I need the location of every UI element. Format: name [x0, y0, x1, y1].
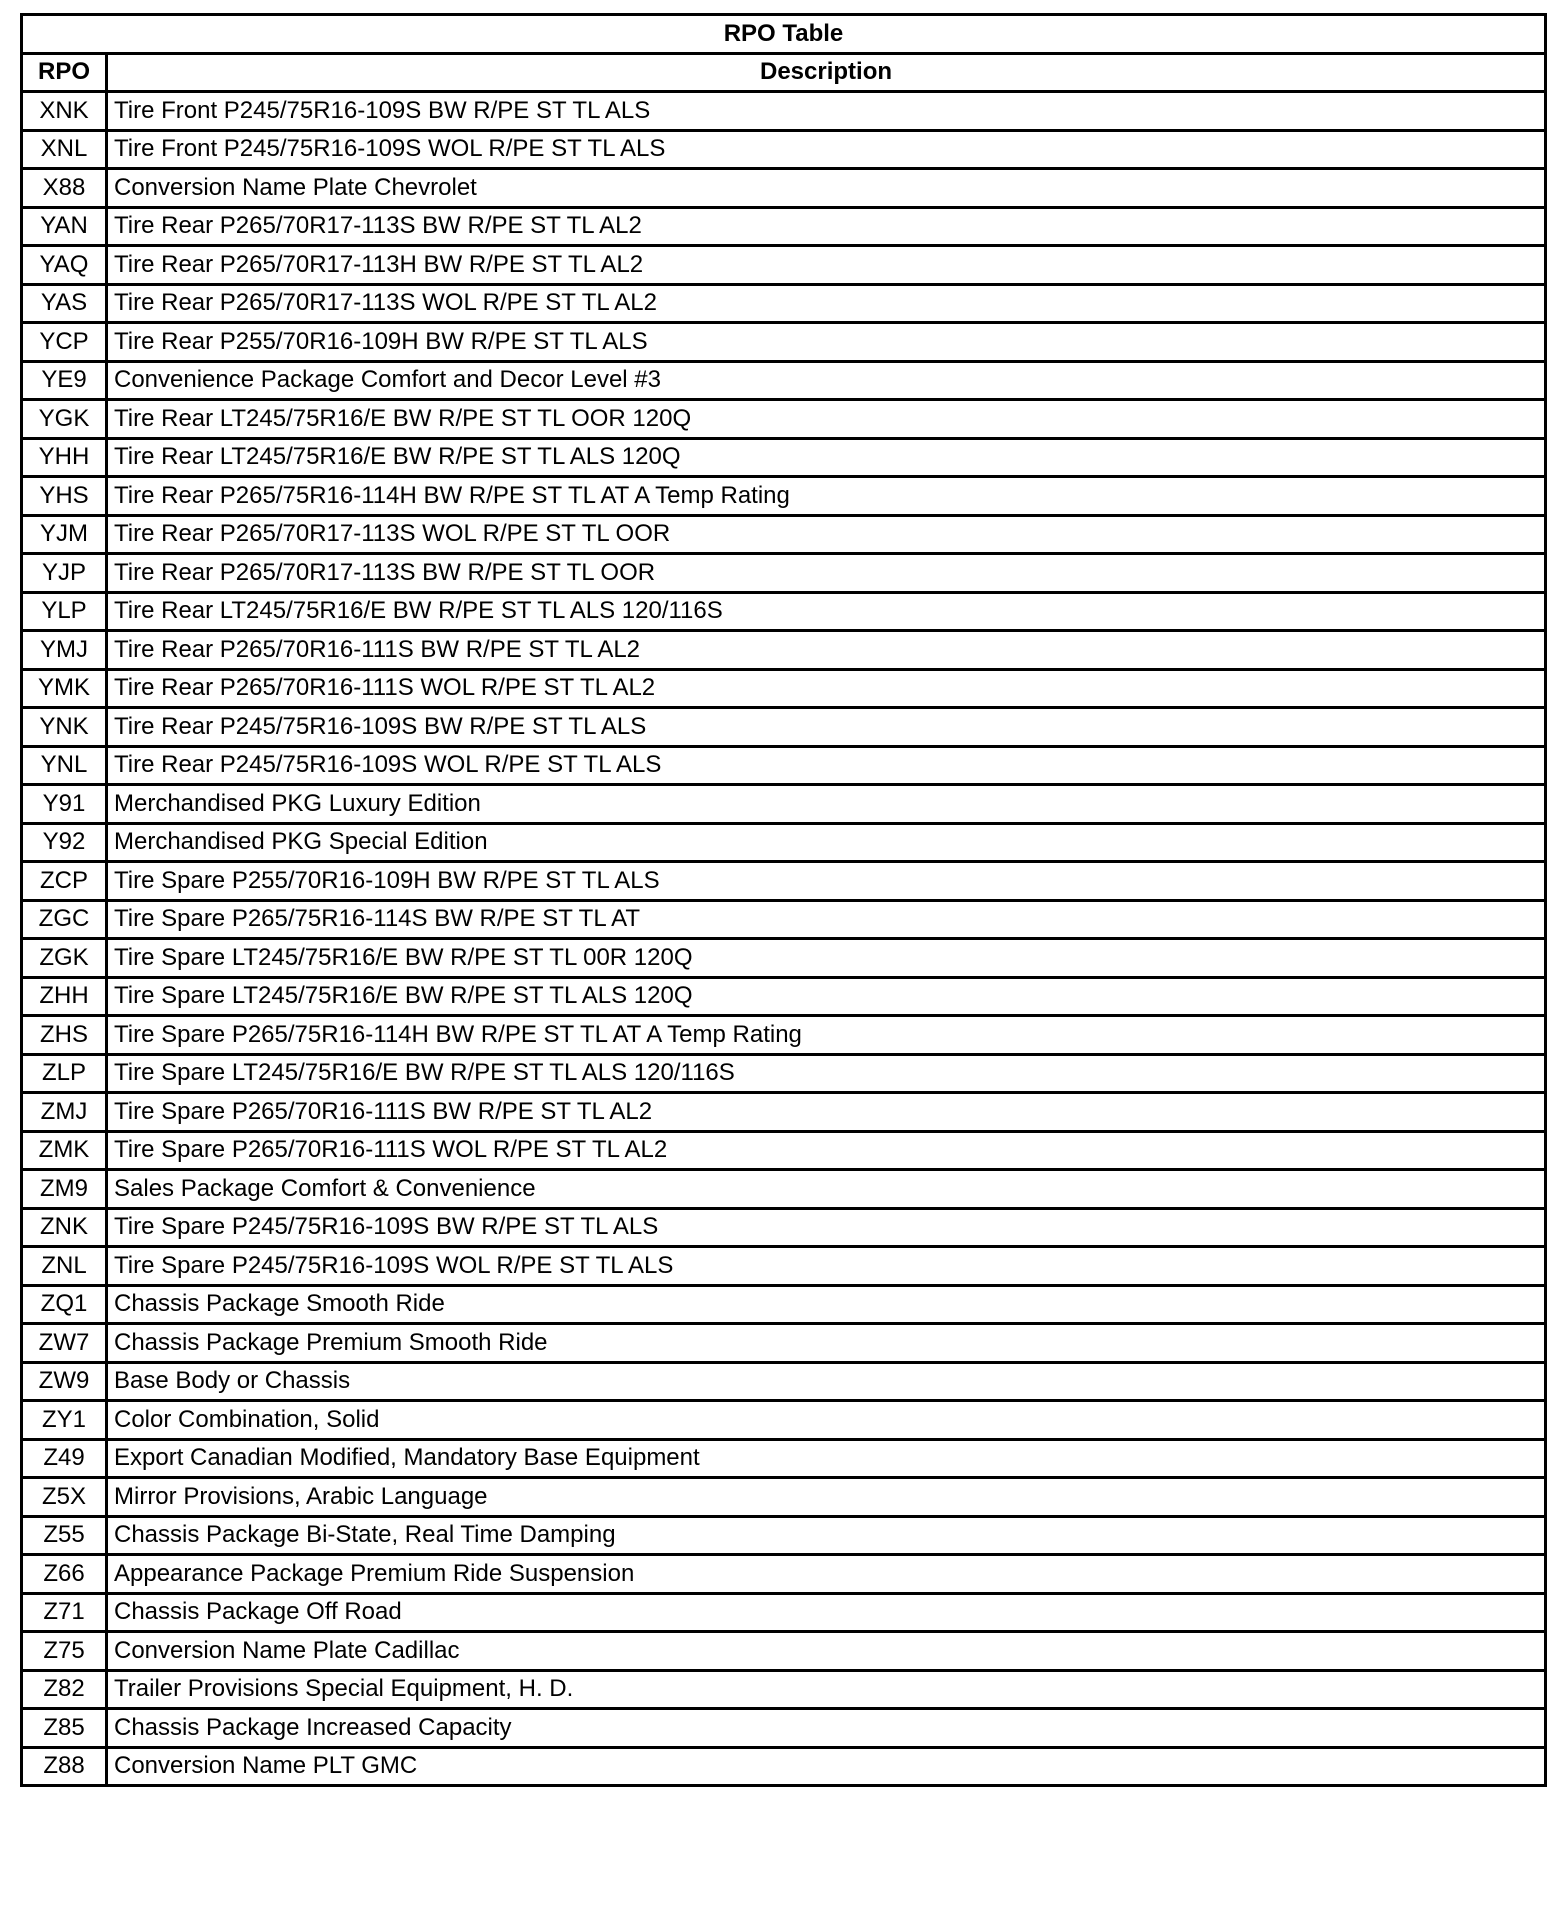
rpo-code-cell: YHS [22, 477, 107, 516]
column-header-description: Description [107, 53, 1546, 92]
description-cell: Tire Rear P265/70R17-113S WOL R/PE ST TL OOR [107, 515, 1546, 554]
rpo-code-cell: ZY1 [22, 1401, 107, 1440]
description-cell: Tire Rear LT245/75R16/E BW R/PE ST TL OOR 120Q [107, 400, 1546, 439]
rpo-code-cell: ZHS [22, 1016, 107, 1055]
description-cell: Tire Rear P245/75R16-109S BW R/PE ST TL ALS [107, 708, 1546, 747]
rpo-code-cell: YLP [22, 592, 107, 631]
rpo-code-cell: YMJ [22, 631, 107, 670]
description-cell: Tire Front P245/75R16-109S BW R/PE ST TL ALS [107, 92, 1546, 131]
description-cell: Tire Spare P245/75R16-109S BW R/PE ST TL ALS [107, 1208, 1546, 1247]
table-row [22, 1478, 1546, 1517]
rpo-code-cell: ZNK [22, 1208, 107, 1247]
table-row [22, 1555, 1546, 1594]
table-row [22, 785, 1546, 824]
rpo-code-cell: Z66 [22, 1555, 107, 1594]
description-cell: Tire Rear P265/70R17-113S BW R/PE ST TL AL2 [107, 207, 1546, 246]
table-row [22, 1016, 1546, 1055]
description-cell: Tire Rear P265/70R17-113H BW R/PE ST TL AL2 [107, 246, 1546, 285]
table-row [22, 554, 1546, 593]
description-cell: Tire Spare LT245/75R16/E BW R/PE ST TL ALS 120/116S [107, 1054, 1546, 1093]
table-row [22, 708, 1546, 747]
description-cell: Sales Package Comfort & Convenience [107, 1170, 1546, 1209]
description-cell: Chassis Package Premium Smooth Ride [107, 1324, 1546, 1363]
table-row [22, 1285, 1546, 1324]
table-row [22, 130, 1546, 169]
rpo-code-cell: YJP [22, 554, 107, 593]
table-row [22, 977, 1546, 1016]
rpo-code-cell: YHH [22, 438, 107, 477]
table-row [22, 400, 1546, 439]
rpo-code-cell: Z85 [22, 1709, 107, 1748]
description-cell: Chassis Package Smooth Ride [107, 1285, 1546, 1324]
rpo-code-cell: YMK [22, 669, 107, 708]
description-cell: Tire Spare P255/70R16-109H BW R/PE ST TL ALS [107, 862, 1546, 901]
description-cell: Tire Front P245/75R16-109S WOL R/PE ST TL ALS [107, 130, 1546, 169]
table-row [22, 1401, 1546, 1440]
description-cell: Chassis Package Increased Capacity [107, 1709, 1546, 1748]
rpo-code-cell: ZQ1 [22, 1285, 107, 1324]
rpo-code-cell: ZM9 [22, 1170, 107, 1209]
column-header-rpo: RPO [22, 53, 107, 92]
description-cell: Conversion Name Plate Chevrolet [107, 169, 1546, 208]
table-row [22, 1593, 1546, 1632]
description-cell: Tire Rear P265/70R17-113S WOL R/PE ST TL AL2 [107, 284, 1546, 323]
description-cell: Tire Spare LT245/75R16/E BW R/PE ST TL ALS 120Q [107, 977, 1546, 1016]
rpo-code-cell: YNK [22, 708, 107, 747]
description-cell: Chassis Package Bi-State, Real Time Damping [107, 1516, 1546, 1555]
table-row [22, 823, 1546, 862]
rpo-code-cell: ZCP [22, 862, 107, 901]
table-row [22, 939, 1546, 978]
description-cell: Trailer Provisions Special Equipment, H. D. [107, 1670, 1546, 1709]
table-header-row [22, 53, 1546, 92]
table-title: RPO Table [22, 15, 1546, 54]
rpo-code-cell: YAS [22, 284, 107, 323]
description-cell: Convenience Package Comfort and Decor Level #3 [107, 361, 1546, 400]
table-row [22, 169, 1546, 208]
description-cell: Mirror Provisions, Arabic Language [107, 1478, 1546, 1517]
table-row [22, 438, 1546, 477]
description-cell: Tire Spare P265/70R16-111S BW R/PE ST TL AL2 [107, 1093, 1546, 1132]
rpo-code-cell: Z55 [22, 1516, 107, 1555]
table-row [22, 1054, 1546, 1093]
rpo-code-cell: X88 [22, 169, 107, 208]
rpo-code-cell: Y92 [22, 823, 107, 862]
table-row [22, 1093, 1546, 1132]
table-row [22, 1208, 1546, 1247]
description-cell: Merchandised PKG Special Edition [107, 823, 1546, 862]
description-cell: Tire Spare LT245/75R16/E BW R/PE ST TL 00R 120Q [107, 939, 1546, 978]
rpo-code-cell: YGK [22, 400, 107, 439]
rpo-code-cell: YAN [22, 207, 107, 246]
table-row [22, 1247, 1546, 1286]
table-row [22, 515, 1546, 554]
description-cell: Tire Rear LT245/75R16/E BW R/PE ST TL ALS 120/116S [107, 592, 1546, 631]
rpo-code-cell: Z5X [22, 1478, 107, 1517]
table-row [22, 207, 1546, 246]
table-row [22, 1709, 1546, 1748]
table-row [22, 361, 1546, 400]
description-cell: Tire Spare P265/75R16-114S BW R/PE ST TL AT [107, 900, 1546, 939]
rpo-code-cell: ZHH [22, 977, 107, 1016]
rpo-code-cell: XNK [22, 92, 107, 131]
rpo-code-cell: ZLP [22, 1054, 107, 1093]
description-cell: Tire Spare P265/70R16-111S WOL R/PE ST TL AL2 [107, 1131, 1546, 1170]
rpo-code-cell: Y91 [22, 785, 107, 824]
description-cell: Chassis Package Off Road [107, 1593, 1546, 1632]
rpo-code-cell: ZGK [22, 939, 107, 978]
rpo-code-cell: YJM [22, 515, 107, 554]
table-row [22, 1439, 1546, 1478]
description-cell: Appearance Package Premium Ride Suspension [107, 1555, 1546, 1594]
description-cell: Base Body or Chassis [107, 1362, 1546, 1401]
description-cell: Export Canadian Modified, Mandatory Base Equipment [107, 1439, 1546, 1478]
description-cell: Tire Spare P245/75R16-109S WOL R/PE ST TL ALS [107, 1247, 1546, 1286]
rpo-code-cell: ZW7 [22, 1324, 107, 1363]
description-cell: Merchandised PKG Luxury Edition [107, 785, 1546, 824]
rpo-code-cell: Z88 [22, 1747, 107, 1786]
table-row [22, 1516, 1546, 1555]
description-cell: Tire Rear P245/75R16-109S WOL R/PE ST TL ALS [107, 746, 1546, 785]
rpo-code-cell: YAQ [22, 246, 107, 285]
description-cell: Tire Rear P255/70R16-109H BW R/PE ST TL ALS [107, 323, 1546, 362]
rpo-code-cell: ZW9 [22, 1362, 107, 1401]
table-row [22, 92, 1546, 131]
rpo-table [20, 13, 1547, 1787]
description-cell: Tire Rear P265/75R16-114H BW R/PE ST TL AT A Temp Rating [107, 477, 1546, 516]
table-row [22, 669, 1546, 708]
description-cell: Tire Rear P265/70R16-111S BW R/PE ST TL AL2 [107, 631, 1546, 670]
rpo-code-cell: ZMK [22, 1131, 107, 1170]
table-row [22, 631, 1546, 670]
description-cell: Tire Rear LT245/75R16/E BW R/PE ST TL ALS 120Q [107, 438, 1546, 477]
table-row [22, 477, 1546, 516]
table-row [22, 323, 1546, 362]
table-row [22, 1131, 1546, 1170]
description-cell: Tire Spare P265/75R16-114H BW R/PE ST TL AT A Temp Rating [107, 1016, 1546, 1055]
table-row [22, 862, 1546, 901]
table-title-row [22, 15, 1546, 54]
table-row [22, 1324, 1546, 1363]
table-row [22, 1362, 1546, 1401]
table-row [22, 592, 1546, 631]
rpo-code-cell: YNL [22, 746, 107, 785]
description-cell: Color Combination, Solid [107, 1401, 1546, 1440]
description-cell: Tire Rear P265/70R17-113S BW R/PE ST TL OOR [107, 554, 1546, 593]
rpo-code-cell: Z82 [22, 1670, 107, 1709]
table-row [22, 1670, 1546, 1709]
rpo-code-cell: Z49 [22, 1439, 107, 1478]
description-cell: Conversion Name PLT GMC [107, 1747, 1546, 1786]
rpo-code-cell: ZMJ [22, 1093, 107, 1132]
table-row [22, 900, 1546, 939]
table-body [22, 92, 1546, 1786]
table-row [22, 284, 1546, 323]
table-row [22, 1747, 1546, 1786]
rpo-code-cell: Z71 [22, 1593, 107, 1632]
rpo-code-cell: ZNL [22, 1247, 107, 1286]
rpo-code-cell: XNL [22, 130, 107, 169]
table-row [22, 1632, 1546, 1671]
rpo-code-cell: YE9 [22, 361, 107, 400]
table-row [22, 746, 1546, 785]
rpo-code-cell: YCP [22, 323, 107, 362]
table-row [22, 1170, 1546, 1209]
description-cell: Conversion Name Plate Cadillac [107, 1632, 1546, 1671]
rpo-code-cell: ZGC [22, 900, 107, 939]
rpo-code-cell: Z75 [22, 1632, 107, 1671]
description-cell: Tire Rear P265/70R16-111S WOL R/PE ST TL AL2 [107, 669, 1546, 708]
table-row [22, 246, 1546, 285]
